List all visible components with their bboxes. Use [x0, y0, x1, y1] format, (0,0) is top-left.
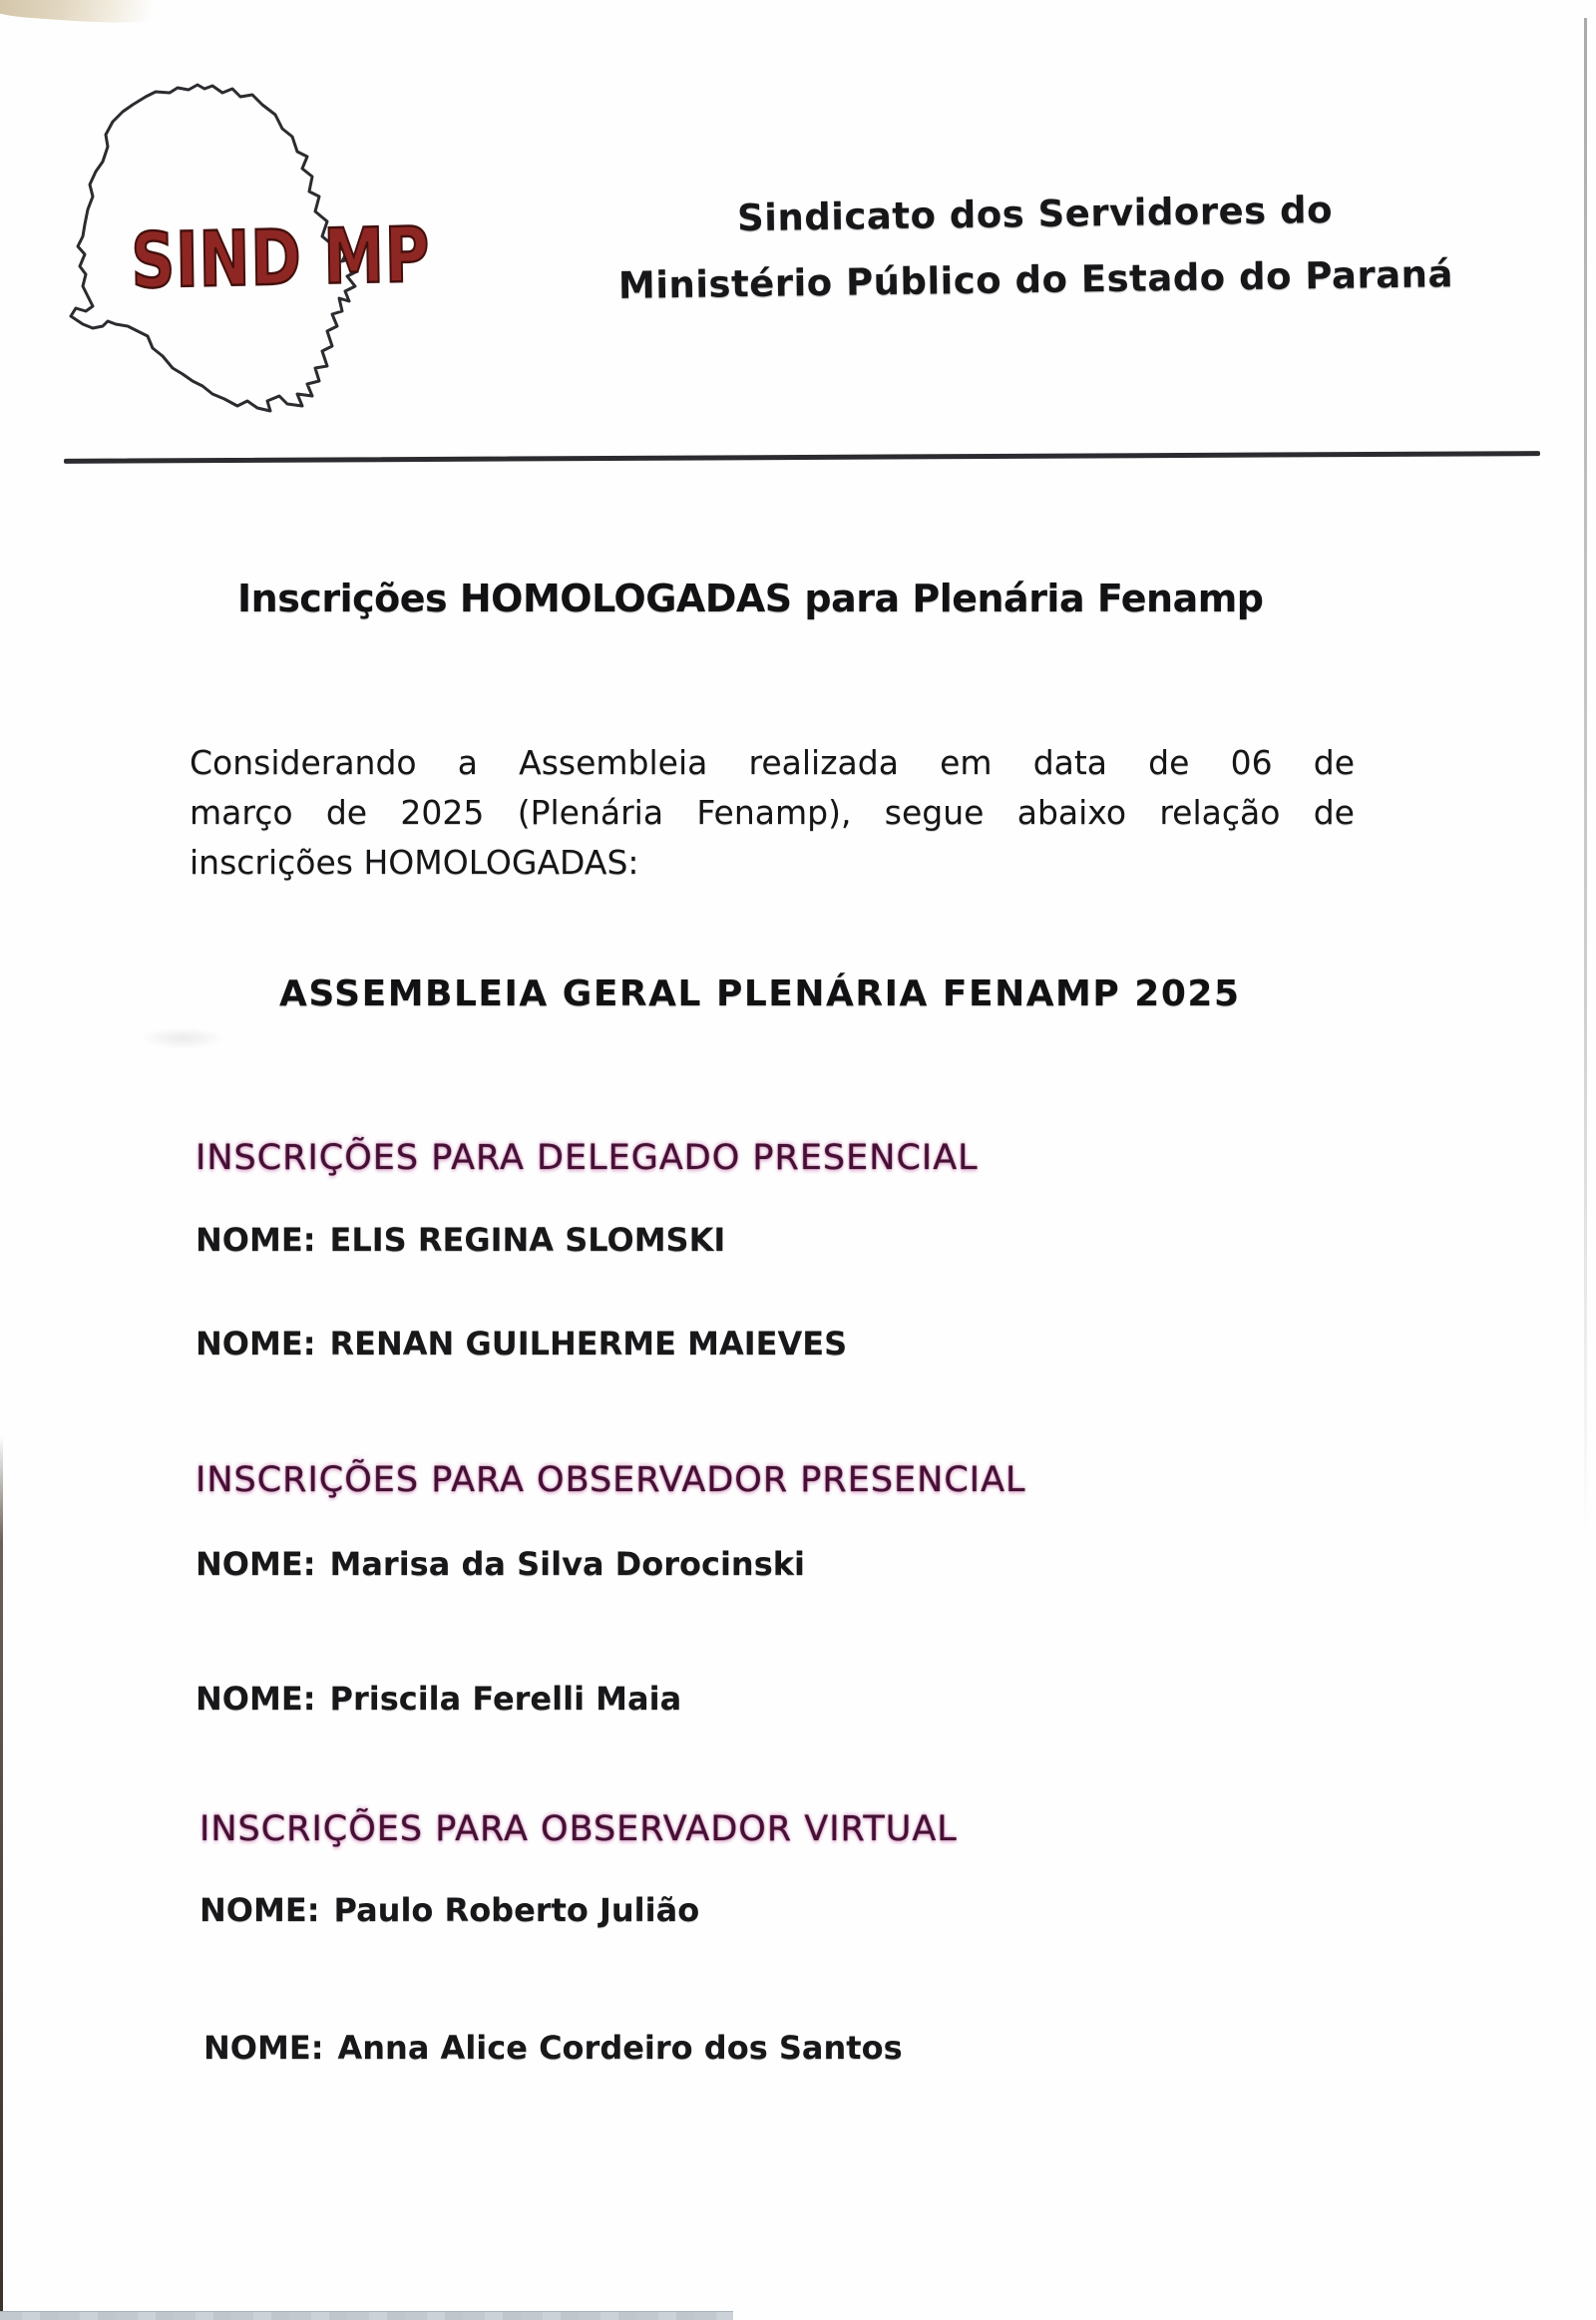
entry-value: Marisa da Silva Dorocinski	[329, 1545, 805, 1583]
entry-name	[203, 2029, 903, 2067]
entry-value: ELIS REGINA SLOMSKI	[329, 1221, 726, 1259]
faint-erase-mark	[140, 1027, 225, 1049]
scan-smudge-top-left	[0, 0, 188, 29]
entry-value: Priscila Ferelli Maia	[329, 1680, 682, 1718]
entry-value: Paulo Roberto Julião	[333, 1891, 700, 1929]
entry-label: NOME:	[200, 1891, 320, 1929]
entry-name	[200, 1891, 699, 1929]
organization-name	[534, 175, 1537, 320]
intro-line-3: inscrições HOMOLOGADAS:	[190, 843, 639, 882]
intro-paragraph	[190, 738, 1355, 888]
logo-text-sind-mp: SIND MP	[130, 209, 431, 305]
entry-name	[196, 1221, 725, 1259]
entry-label: NOME:	[203, 2029, 324, 2067]
organization-name-line2: Ministério Público do Estado do Paraná	[617, 252, 1454, 307]
entry-name	[196, 1680, 681, 1718]
organization-name-line1: Sindicato dos Servidores do	[736, 188, 1334, 240]
section-title-delegado-presencial: INSCRIÇÕES PARA DELEGADO PRESENCIAL	[196, 1138, 979, 1178]
intro-line-1: Considerando a Assembleia realizada em data de 06 de	[190, 743, 1355, 782]
page-edge-right	[1584, 18, 1587, 1534]
page-edge-left	[0, 1436, 3, 2320]
section-title-observador-virtual: INSCRIÇÕES PARA OBSERVADOR VIRTUAL	[200, 1809, 958, 1849]
header-divider-line	[64, 451, 1540, 464]
entry-label: NOME:	[196, 1325, 316, 1362]
entry-name	[196, 1545, 805, 1583]
document-title: Inscrições HOMOLOGADAS para Plenária Fenamp	[237, 577, 1264, 620]
entry-label: NOME:	[196, 1680, 316, 1718]
intro-line-2: março de 2025 (Plenária Fenamp), segue abaixo relação de	[190, 793, 1355, 832]
entry-value: Anna Alice Cordeiro dos Santos	[337, 2029, 903, 2067]
page-edge-bottom	[0, 2311, 733, 2320]
section-title-observador-presencial: INSCRIÇÕES PARA OBSERVADOR PRESENCIAL	[196, 1460, 1026, 1500]
entry-label: NOME:	[196, 1221, 316, 1259]
entry-value: RENAN GUILHERME MAIEVES	[329, 1325, 848, 1362]
assembly-heading: ASSEMBLEIA GERAL PLENÁRIA FENAMP 2025	[279, 973, 1241, 1014]
entry-label: NOME:	[196, 1545, 316, 1583]
entry-name	[196, 1325, 847, 1362]
